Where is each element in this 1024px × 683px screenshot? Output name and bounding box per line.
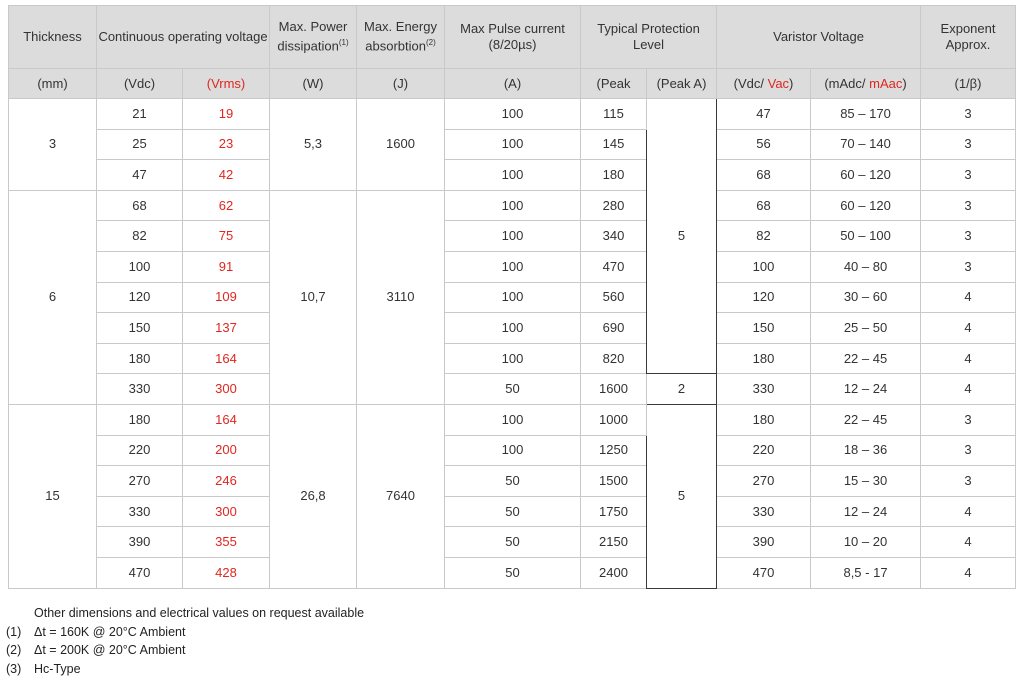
- header-row: [9, 6, 1016, 69]
- vrms-cell: 62: [183, 190, 270, 221]
- pulse-cell: 100: [445, 129, 581, 160]
- varistor-voltage-cell: 330: [717, 496, 811, 527]
- peak-cell: 2150: [581, 527, 647, 558]
- pulse-cell: 100: [445, 404, 581, 435]
- exponent-cell: 4: [921, 343, 1016, 374]
- vrms-cell: 355: [183, 527, 270, 558]
- varistor-voltage-cell: 47: [717, 99, 811, 130]
- table-row: [9, 343, 1016, 374]
- varistor-voltage-cell: 270: [717, 466, 811, 497]
- vrms-cell: 428: [183, 557, 270, 588]
- unit-madc-maac: (mAdc/ mAac): [811, 69, 921, 99]
- power-cell: 10,7: [270, 190, 357, 404]
- vdc-cell: 270: [97, 466, 183, 497]
- varistor-voltage-cell: 68: [717, 190, 811, 221]
- current-range-cell: 12 – 24: [811, 496, 921, 527]
- exponent-cell: 3: [921, 466, 1016, 497]
- pulse-cell: 100: [445, 221, 581, 252]
- current-range-cell: 85 – 170: [811, 99, 921, 130]
- pulse-cell: 50: [445, 557, 581, 588]
- header-max-power: Max. Power dissipation$^{(1)}$: [270, 6, 357, 69]
- peak-cell: 115: [581, 99, 647, 130]
- varistor-voltage-cell: 56: [717, 129, 811, 160]
- vdc-cell: 180: [97, 343, 183, 374]
- header-exponent: Exponent Approx.: [921, 6, 1016, 69]
- vdc-cell: 220: [97, 435, 183, 466]
- peak-cell: 560: [581, 282, 647, 313]
- vrms-cell: 109: [183, 282, 270, 313]
- footnote-2: (2) Δt = 200K @ 20°C Ambient: [6, 643, 186, 657]
- pulse-cell: 50: [445, 466, 581, 497]
- exponent-cell: 3: [921, 435, 1016, 466]
- notes-intro: Other dimensions and electrical values on request available: [34, 606, 365, 620]
- table-row: [9, 527, 1016, 558]
- pulse-cell: 100: [445, 251, 581, 282]
- peak-cell: 820: [581, 343, 647, 374]
- peak-cell: 2400: [581, 557, 647, 588]
- exponent-cell: 4: [921, 282, 1016, 313]
- unit-energy: (J): [357, 69, 445, 99]
- pulse-cell: 100: [445, 190, 581, 221]
- vdc-cell: 180: [97, 404, 183, 435]
- header-thickness: Thickness: [9, 6, 97, 69]
- pulse-cell: 100: [445, 313, 581, 344]
- varistor-voltage-cell: 330: [717, 374, 811, 405]
- vrms-cell: 91: [183, 251, 270, 282]
- vdc-cell: 470: [97, 557, 183, 588]
- header-max-energy: Max. Energy absorbtion$^{(2)}$: [357, 6, 445, 69]
- vrms-cell: 200: [183, 435, 270, 466]
- energy-cell: 7640: [357, 404, 445, 588]
- peak-cell: 1600: [581, 374, 647, 405]
- power-cell: 26,8: [270, 404, 357, 588]
- varistor-voltage-cell: 120: [717, 282, 811, 313]
- table-row: [9, 160, 1016, 191]
- footnote-3: (3) Hc-Type: [6, 661, 81, 676]
- exponent-cell: 3: [921, 99, 1016, 130]
- pulse-cell: 100: [445, 99, 581, 130]
- thickness-cell: 6: [9, 190, 97, 404]
- power-cell: 5,3: [270, 99, 357, 191]
- peak-cell: 1000: [581, 404, 647, 435]
- varistor-voltage-cell: 470: [717, 557, 811, 588]
- table-row: [9, 190, 1016, 221]
- table-row: [9, 282, 1016, 313]
- exponent-cell: 4: [921, 496, 1016, 527]
- unit-exponent: (1/β): [921, 69, 1016, 99]
- table-row: [9, 313, 1016, 344]
- varistor-voltage-cell: 100: [717, 251, 811, 282]
- current-range-cell: 8,5 - 17: [811, 557, 921, 588]
- unit-pulse: (A): [445, 69, 581, 99]
- unit-power: (W): [270, 69, 357, 99]
- varistor-voltage-cell: 180: [717, 404, 811, 435]
- varistor-spec-table: [8, 5, 1016, 589]
- exponent-cell: 3: [921, 190, 1016, 221]
- current-range-cell: 60 – 120: [811, 160, 921, 191]
- thickness-cell: 3: [9, 99, 97, 191]
- exponent-cell: 3: [921, 221, 1016, 252]
- peak-cell: 1500: [581, 466, 647, 497]
- unit-peak-a: (Peak A): [647, 69, 717, 99]
- current-range-cell: 22 – 45: [811, 343, 921, 374]
- thickness-cell: 15: [9, 404, 97, 588]
- current-range-cell: 50 – 100: [811, 221, 921, 252]
- vdc-cell: 330: [97, 374, 183, 405]
- vrms-cell: 137: [183, 313, 270, 344]
- vrms-cell: 19: [183, 99, 270, 130]
- vrms-cell: 300: [183, 374, 270, 405]
- vdc-cell: 47: [97, 160, 183, 191]
- header-varistor-voltage: Varistor Voltage: [717, 6, 921, 69]
- protection-level-cell: 2: [647, 374, 717, 405]
- protection-level-cell: 5: [647, 99, 717, 374]
- unit-thickness: (mm): [9, 69, 97, 99]
- current-range-cell: 15 – 30: [811, 466, 921, 497]
- table-row: [9, 557, 1016, 588]
- table-row: [9, 466, 1016, 497]
- table-row: [9, 221, 1016, 252]
- pulse-cell: 100: [445, 435, 581, 466]
- exponent-cell: 3: [921, 129, 1016, 160]
- varistor-voltage-cell: 82: [717, 221, 811, 252]
- table-row: [9, 251, 1016, 282]
- energy-cell: 3110: [357, 190, 445, 404]
- table-row: [9, 496, 1016, 527]
- protection-level-cell: 5: [647, 404, 717, 588]
- current-range-cell: 22 – 45: [811, 404, 921, 435]
- exponent-cell: 4: [921, 374, 1016, 405]
- energy-cell: 1600: [357, 99, 445, 191]
- varistor-voltage-cell: 180: [717, 343, 811, 374]
- header-max-pulse: Max Pulse current (8/20µs): [445, 6, 581, 69]
- table-row: [9, 374, 1016, 405]
- peak-cell: 340: [581, 221, 647, 252]
- footnote-1: (1) Δt = 160K @ 20°C Ambient: [6, 624, 186, 639]
- current-range-cell: 12 – 24: [811, 374, 921, 405]
- table-row: [9, 129, 1016, 160]
- peak-cell: 280: [581, 190, 647, 221]
- pulse-cell: 100: [445, 160, 581, 191]
- vdc-cell: 25: [97, 129, 183, 160]
- varistor-voltage-cell: 150: [717, 313, 811, 344]
- vrms-cell: 42: [183, 160, 270, 191]
- vdc-cell: 120: [97, 282, 183, 313]
- current-range-cell: 18 – 36: [811, 435, 921, 466]
- unit-vdc-vac: (Vdc/ Vac): [717, 69, 811, 99]
- exponent-cell: 3: [921, 404, 1016, 435]
- vrms-cell: 246: [183, 466, 270, 497]
- vrms-cell: 300: [183, 496, 270, 527]
- peak-cell: 180: [581, 160, 647, 191]
- peak-cell: 145: [581, 129, 647, 160]
- varistor-voltage-cell: 220: [717, 435, 811, 466]
- unit-vrms: (Vrms): [183, 69, 270, 99]
- current-range-cell: 70 – 140: [811, 129, 921, 160]
- pulse-cell: 50: [445, 374, 581, 405]
- pulse-cell: 100: [445, 343, 581, 374]
- table-row: [9, 435, 1016, 466]
- pulse-cell: 50: [445, 496, 581, 527]
- table-row: [9, 99, 1016, 130]
- footnotes: [6, 604, 364, 678]
- exponent-cell: 3: [921, 251, 1016, 282]
- units-row: [9, 69, 1016, 99]
- vrms-cell: 23: [183, 129, 270, 160]
- vdc-cell: 68: [97, 190, 183, 221]
- table-row: [9, 404, 1016, 435]
- vrms-cell: 164: [183, 343, 270, 374]
- current-range-cell: 40 – 80: [811, 251, 921, 282]
- pulse-cell: 50: [445, 527, 581, 558]
- current-range-cell: 60 – 120: [811, 190, 921, 221]
- vdc-cell: 100: [97, 251, 183, 282]
- exponent-cell: 3: [921, 160, 1016, 191]
- peak-cell: 690: [581, 313, 647, 344]
- vdc-cell: 150: [97, 313, 183, 344]
- peak-cell: 1750: [581, 496, 647, 527]
- vdc-cell: 390: [97, 527, 183, 558]
- varistor-voltage-cell: 390: [717, 527, 811, 558]
- peak-cell: 470: [581, 251, 647, 282]
- unit-vdc: (Vdc): [97, 69, 183, 99]
- vdc-cell: 330: [97, 496, 183, 527]
- vdc-cell: 21: [97, 99, 183, 130]
- vdc-cell: 82: [97, 221, 183, 252]
- current-range-cell: 10 – 20: [811, 527, 921, 558]
- vrms-cell: 75: [183, 221, 270, 252]
- exponent-cell: 4: [921, 527, 1016, 558]
- peak-cell: 1250: [581, 435, 647, 466]
- header-continuous-voltage: Continuous operating voltage: [97, 6, 270, 69]
- pulse-cell: 100: [445, 282, 581, 313]
- vrms-cell: 164: [183, 404, 270, 435]
- current-range-cell: 25 – 50: [811, 313, 921, 344]
- current-range-cell: 30 – 60: [811, 282, 921, 313]
- unit-peak: (Peak: [581, 69, 647, 99]
- exponent-cell: 4: [921, 557, 1016, 588]
- header-protection-level: Typical Protection Level: [581, 6, 717, 69]
- varistor-voltage-cell: 68: [717, 160, 811, 191]
- exponent-cell: 4: [921, 313, 1016, 344]
